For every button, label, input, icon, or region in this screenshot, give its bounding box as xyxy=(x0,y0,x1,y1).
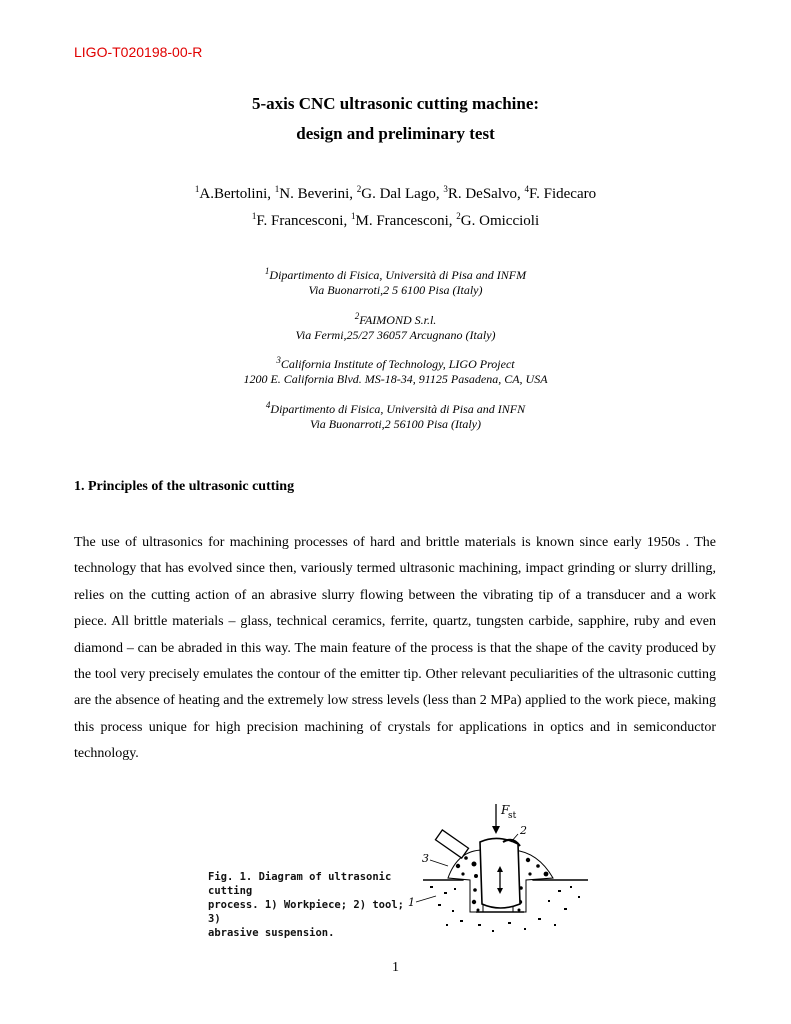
svg-text:st: st xyxy=(508,811,517,821)
svg-text:F: F xyxy=(501,803,510,817)
authors-line-2: $^1$F. Francesconi, $^1$M. Francesconi, $^2$G. Omiccioli xyxy=(251,211,540,229)
affiliation-4: $^4$Dipartimento di Fisica, Università di Pisa and INFN Via Buonarroti,2 56100 Pisa (Italy) xyxy=(265,400,526,431)
figure-1 xyxy=(208,800,608,940)
paper-title-line-1: 5-axis CNC ultrasonic cutting machine: xyxy=(251,94,540,113)
figure-caption: Fig. 1. Diagram of ultrasonic cutting process. 1) Workpiece; 2) tool; 3) abrasive suspension. xyxy=(208,871,404,939)
svg-text:1: 1 xyxy=(408,896,415,909)
svg-text:3: 3 xyxy=(422,852,429,865)
affiliation-3: $^3$California Institute of Technology, LIGO Project 1200 E. California Blvd. MS-18-34, 91125 Pasadena, CA, USA xyxy=(243,355,548,386)
section-heading: 1. Principles of the ultrasonic cutting xyxy=(74,479,295,494)
authors-line-1: $^1$A.Bertolini, $^1$N. Beverini, $^2$G. Dal Lago, $^3$R. DeSalvo, $^4$F. Fidecaro xyxy=(194,184,597,202)
affiliation-1: $^1$Dipartimento di Fisica, Università di Pisa and INFM Via Buonarroti,2 5 6100 Pisa (Italy) xyxy=(264,266,527,297)
paper-title-line-2: design and preliminary test xyxy=(296,124,495,143)
page-number: 1 xyxy=(392,960,399,975)
svg-text:2: 2 xyxy=(520,824,527,837)
body-paragraph: The use of ultrasonics for machining processes of hard and brittle materials is known since early 1950s . The technology that has evolved since then, variously termed ultrasonic machining, impact grinding or slurry drilling, relies on the cutting action of an abrasive slurry flowing between the vibrating tip of a transducer and a work piece. All brittle materials – glass, technical ceramics, ferrite, quartz, tungsten carbide, sapphire, ruby and even diamond – can be abraded in this way. The main feature of the process is that the shape of the cavity produced by the tool very precisely emulates the contour of the emitter tip. Other relevant peculiarities of the ultrasonic cutting are the absence of heating and the extremely low stress levels (less than 2 MPa) applied to the work piece, making this process unique for high precision machining of crystals for applications in optics and in semiconductor technology. xyxy=(74,535,716,762)
document-id: LIGO-T020198-00-R xyxy=(74,44,203,60)
ultrasonic-cutting-diagram xyxy=(208,800,608,940)
affiliation-2: $^2$FAIMOND S.r.l. Via Fermi,25/27 36057 Arcugnano (Italy) xyxy=(295,311,496,342)
